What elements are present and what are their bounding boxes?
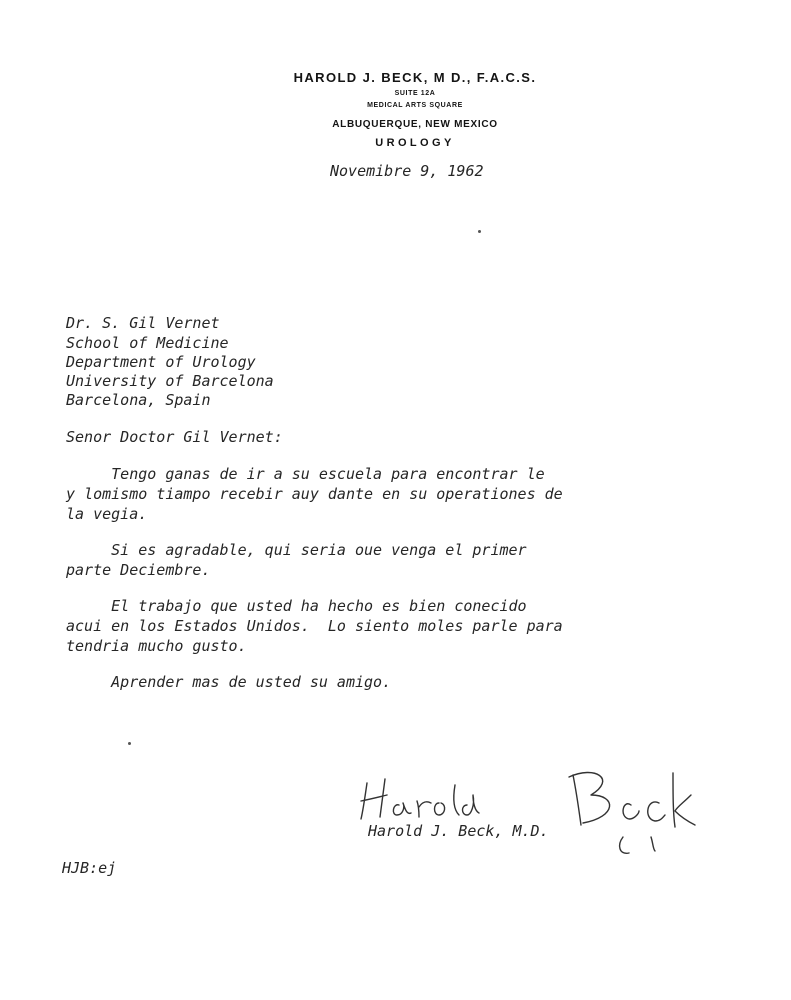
recipient-line-5: Barcelona, Spain xyxy=(66,391,211,409)
body-paragraph-3-line-3: tendria mucho gusto. xyxy=(66,637,247,655)
body-paragraph-1-line-3: la vegia. xyxy=(66,505,148,523)
letterhead-specialty: UROLOGY xyxy=(375,137,455,149)
body-paragraph-3-line-2: acui en los Estados Unidos. Lo siento moles parle para xyxy=(66,617,563,635)
typist-initials: HJB:ej xyxy=(62,859,117,877)
closing-line: Aprender mas de usted su amigo. xyxy=(66,673,392,691)
recipient-line-4: University of Barcelona xyxy=(66,372,274,390)
letter-date: Novemibre 9, 1962 xyxy=(330,162,484,180)
scan-speck xyxy=(478,230,481,233)
body-paragraph-1-line-1: Tengo ganas de ir a su escuela para encontrar le xyxy=(66,465,545,483)
handwritten-signature xyxy=(355,755,705,865)
scan-speck xyxy=(128,742,131,745)
body-paragraph-3-line-1: El trabajo que usted ha hecho es bien conecido xyxy=(66,597,527,615)
typed-signature-name: Harold J. Beck, M.D. xyxy=(368,822,549,840)
body-paragraph-2-line-2: parte Deciembre. xyxy=(66,561,211,579)
letterhead-building: MEDICAL ARTS SQUARE xyxy=(367,102,463,109)
recipient-line-1: Dr. S. Gil Vernet xyxy=(66,314,220,332)
letterhead-name: HAROLD J. BECK, M D., F.A.C.S. xyxy=(293,70,537,85)
letterhead-suite: SUITE 12A xyxy=(394,90,436,97)
letterhead-city: ALBUQUERQUE, NEW MEXICO xyxy=(332,119,498,130)
body-paragraph-2-line-1: Si es agradable, qui seria oue venga el primer xyxy=(66,541,527,559)
salutation: Senor Doctor Gil Vernet: xyxy=(66,428,283,446)
body-paragraph-1-line-2: y lomismo tiampo recebir auy dante en su operationes de xyxy=(66,485,563,503)
recipient-line-3: Department of Urology xyxy=(66,353,256,371)
recipient-line-2: School of Medicine xyxy=(66,334,229,352)
